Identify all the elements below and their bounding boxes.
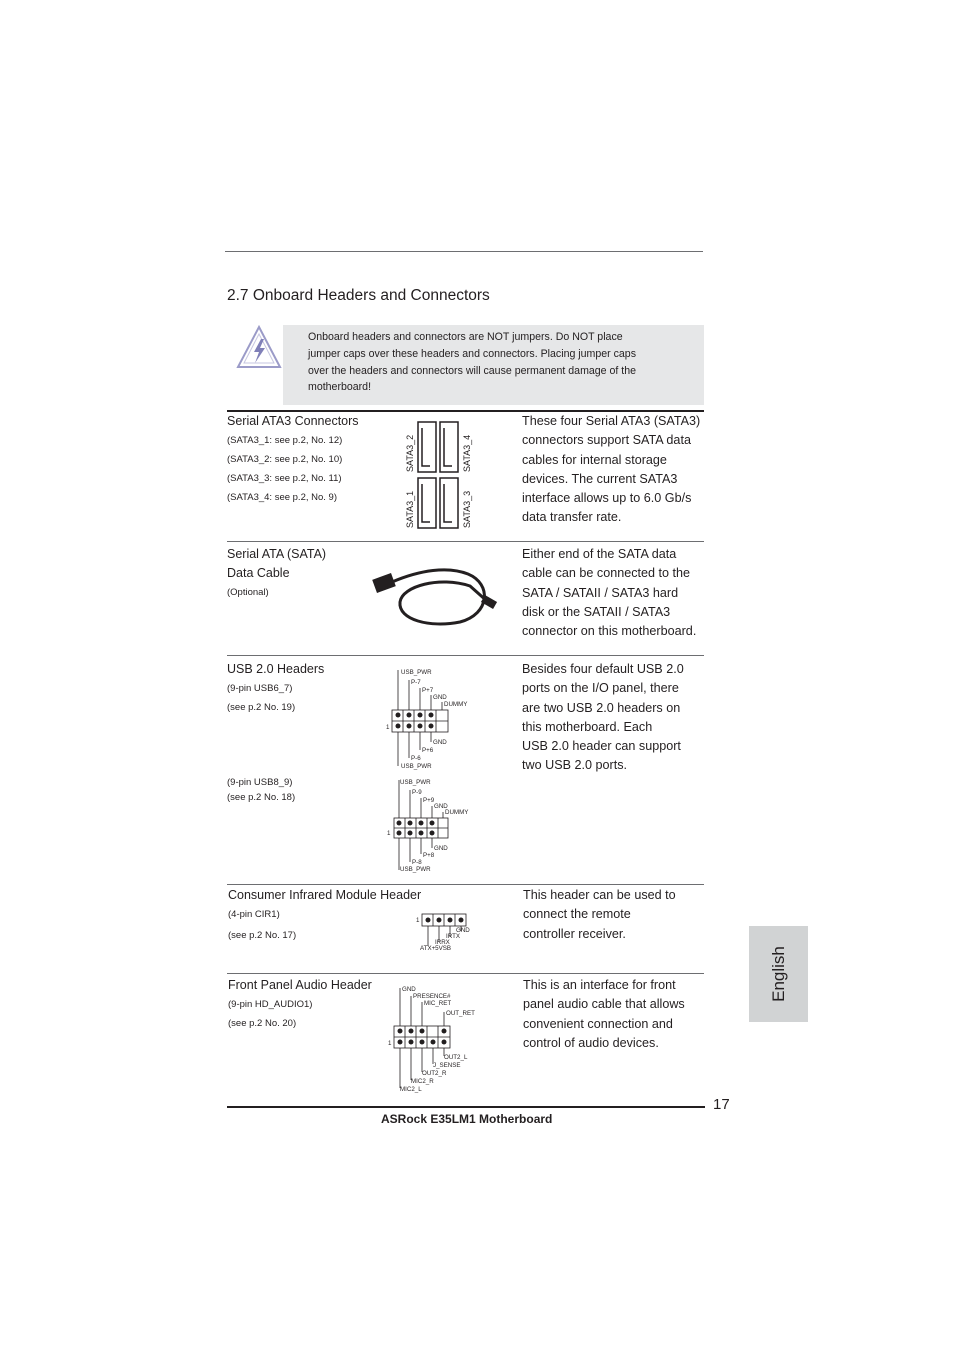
usb-pin-label: P+9	[423, 797, 435, 804]
desc-line: USB 2.0 header can support	[522, 739, 681, 754]
usb-pin-label: P-8	[412, 859, 422, 866]
page-number: 17	[713, 1096, 730, 1113]
audio-pin-label: MIC2_L	[400, 1086, 422, 1093]
usb-sub: (9-pin USB6_7)	[227, 683, 293, 694]
warning-text	[308, 329, 659, 396]
warning-line: jumper caps over these headers and connectors. Placing jumper caps	[308, 347, 636, 360]
usb-label: USB 2.0 Headers	[227, 662, 325, 676]
audio-pin-label: MIC_RET	[424, 1000, 452, 1007]
language-side-tab	[749, 926, 808, 1022]
cir-pin-label: ATX+5VSB	[420, 945, 452, 952]
warning-line: motherboard!	[308, 381, 372, 394]
audio-pin-label: PRESENCE#	[413, 993, 451, 1000]
sata-cable-desc	[522, 545, 706, 641]
footer-text: ASRock E35LM1 Motherboard	[381, 1112, 553, 1126]
desc-line: two USB 2.0 ports.	[522, 758, 627, 773]
desc-line: connect the remote	[523, 907, 631, 922]
usb-pin-label: P-7	[411, 679, 421, 686]
cir-pin-label: IRRX	[435, 939, 450, 946]
usb-pin-label: DUMMY	[445, 809, 469, 816]
audio-pin-label: 1	[388, 1040, 392, 1047]
section-divider	[227, 541, 704, 542]
usb-pin-label: 1	[386, 724, 390, 731]
cir-sub: (4-pin CIR1)	[228, 909, 280, 920]
sata3-label: Serial ATA3 Connectors	[227, 414, 359, 428]
usb-pin-label: GND	[433, 739, 447, 746]
audio-label: Front Panel Audio Header	[228, 978, 372, 992]
usb-sub: (see p.2 No. 19)	[227, 702, 296, 713]
cir-header-diagram	[414, 910, 484, 954]
desc-line: This header can be used to	[523, 888, 676, 902]
sata3-desc	[522, 412, 706, 528]
usb-pin-label: P-9	[412, 789, 422, 796]
cir-pin-label: GND	[456, 927, 470, 934]
desc-line: connectors support SATA data	[522, 433, 691, 448]
audio-sub: (9-pin HD_AUDIO1)	[228, 999, 313, 1010]
usb-pin-label: DUMMY	[444, 701, 468, 708]
desc-line: are two USB 2.0 headers on	[522, 700, 681, 715]
audio-label-block	[228, 976, 372, 1033]
desc-line: data transfer rate.	[522, 510, 622, 525]
audio-desc	[523, 976, 707, 1053]
cir-pin-label: 1	[416, 917, 420, 924]
usb-pin-label: 1	[387, 830, 391, 837]
desc-line: this motherboard. Each	[522, 719, 653, 734]
usb8-9-header-diagram	[386, 776, 476, 876]
sata-cable-image	[370, 562, 500, 630]
audio-sub: (see p.2 No. 20)	[228, 1018, 297, 1029]
usb-pin-label: USB_PWR	[401, 763, 432, 770]
warning-line: Onboard headers and connectors are NOT jumpers. Do NOT place	[308, 331, 623, 343]
desc-line: SATA / SATAII / SATA3 hard	[522, 585, 679, 600]
language-tab-label: English	[769, 946, 788, 1002]
sata3-sub: (SATA3_3: see p.2, No. 11)	[227, 473, 342, 484]
audio-pin-label: OUT2_R	[422, 1070, 447, 1077]
cir-label-block	[228, 886, 421, 945]
sata-cable-label: Data Cable	[227, 566, 290, 580]
sata3-sub: (SATA3_2: see p.2, No. 10)	[227, 454, 343, 465]
sata3-sub: (SATA3_1: see p.2, No. 12)	[227, 435, 343, 446]
usb-pin-label: P+6	[422, 747, 434, 754]
desc-line: Either end of the SATA data	[522, 547, 677, 561]
audio-pin-label: J_SENSE	[433, 1062, 461, 1069]
section-title: 2.7 Onboard Headers and Connectors	[227, 287, 490, 304]
sata3-sub: (SATA3_4: see p.2, No. 9)	[227, 492, 338, 503]
cir-sub: (see p.2 No. 17)	[228, 930, 297, 941]
usb-pin-label: P+8	[423, 852, 435, 859]
desc-line: cables for internal storage	[522, 452, 667, 467]
usb-pin-label: USB_PWR	[401, 669, 432, 676]
usb-pin-label: P-6	[411, 755, 421, 762]
desc-line: panel audio cable that allows	[523, 997, 685, 1012]
desc-line: devices. The current SATA3	[522, 471, 678, 486]
section-divider	[227, 973, 704, 974]
sata3-2-label: SATA3_2	[405, 434, 415, 472]
desc-line: These four Serial ATA3 (SATA3)	[522, 414, 701, 428]
desc-line: Besides four default USB 2.0	[522, 662, 684, 676]
usb-pin-label: GND	[434, 803, 448, 810]
sata-cable-sub: (Optional)	[227, 587, 269, 598]
usb-label-block	[227, 660, 324, 717]
usb-sub: (see p.2 No. 18)	[227, 792, 296, 803]
desc-line: cable can be connected to the	[522, 566, 691, 581]
cir-pin-label: IRTX	[446, 933, 460, 940]
audio-pin-label: MIC2_R	[411, 1078, 434, 1085]
usb6-7-header-diagram	[386, 666, 476, 772]
sata-cable-label: Serial ATA (SATA)	[227, 547, 327, 561]
desc-line: connector on this motherboard.	[522, 624, 697, 639]
section-divider	[227, 884, 704, 885]
section-divider	[227, 655, 704, 656]
sata3-connectors-diagram	[400, 418, 480, 530]
desc-line: This is an interface for front	[523, 978, 676, 992]
warning-line: over the headers and connectors will cause permanent damage of the	[308, 364, 637, 377]
audio-pin-label: OUT_RET	[446, 1010, 475, 1017]
desc-line: interface allows up to 6.0 Gb/s	[522, 491, 692, 506]
usb-desc	[522, 660, 706, 776]
footer-rule	[227, 1106, 705, 1108]
usb-label-block-2	[227, 775, 295, 805]
audio-pin-label: OUT2_L	[444, 1054, 468, 1061]
usb-sub: (9-pin USB8_9)	[227, 777, 293, 788]
cir-desc	[523, 886, 707, 944]
usb-pin-label: GND	[434, 845, 448, 852]
sata3-label-block	[227, 412, 359, 507]
desc-line: controller receiver.	[523, 926, 626, 941]
usb-pin-label: USB_PWR	[400, 866, 431, 873]
audio-pin-label: GND	[402, 986, 416, 993]
cir-label: Consumer Infrared Module Header	[228, 888, 422, 902]
sata3-3-label: SATA3_3	[462, 490, 472, 528]
desc-line: convenient connection and	[523, 1016, 673, 1031]
sata-cable-label-block	[227, 545, 326, 602]
desc-line: ports on the I/O panel, there	[522, 681, 679, 696]
top-rule	[225, 251, 703, 252]
sata3-1-label: SATA3_1	[405, 490, 415, 528]
desc-line: control of audio devices.	[523, 1035, 659, 1050]
warning-icon	[236, 325, 282, 371]
desc-line: disk or the SATAII / SATA3	[522, 604, 671, 619]
usb-pin-label: USB_PWR	[400, 779, 431, 786]
sata3-4-label: SATA3_4	[462, 434, 472, 472]
usb-pin-label: GND	[433, 694, 447, 701]
audio-header-diagram	[386, 982, 480, 1096]
usb-pin-label: P+7	[422, 687, 434, 694]
